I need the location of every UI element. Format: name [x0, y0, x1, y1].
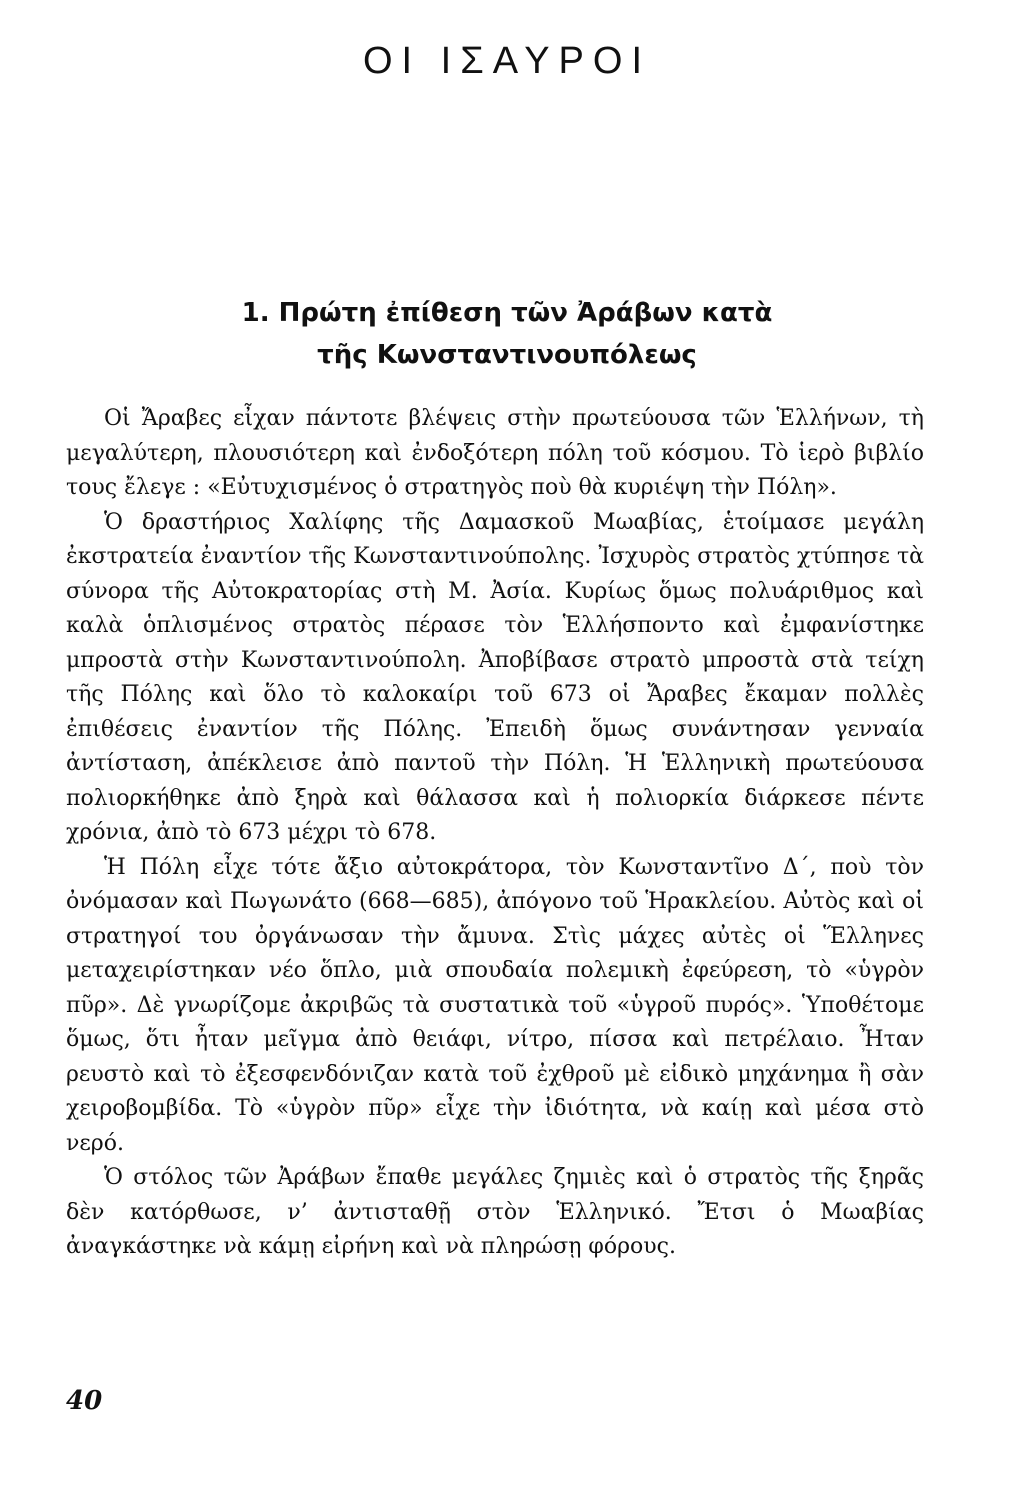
- chapter-title: ΟΙ ΙΣΑΥΡΟΙ: [362, 40, 652, 82]
- section-heading: [90, 292, 924, 376]
- section-heading-line-2: τῆς Κωνσταντινουπόλεως: [317, 340, 697, 370]
- paragraph-1: Οἱ Ἄραβες εἶχαν πάντοτε βλέψεις στὴν πρωτεύουσα τῶν Ἑλλήνων, τὴ μεγαλύτερη, πλουσιότερη καὶ ἐνδοξότερη πόλη τοῦ κόσμου. Τὸ ἱερὸ βιβλίο τους ἔλεγε : «Εὐτυχισμένος ὁ στρατηγὸς ποὺ θὰ κυριέψη τὴν Πόλη».: [66, 406, 924, 500]
- page-number: 40: [66, 1386, 103, 1416]
- body-text: [66, 402, 924, 1265]
- section-heading-line-1: 1. Πρώτη ἐπίθεση τῶν Ἀράβων κατὰ: [241, 298, 773, 328]
- paragraph-3: Ἡ Πόλη εἶχε τότε ἄξιο αὐτοκράτορα, τὸν Κωνσταντῖνο Δ΄, ποὺ τὸν ὀνόμασαν καὶ Πωγωνάτο (668—685), ἀπόγονο τοῦ Ἡρακλείου. Αὐτὸς καὶ οἱ στρατηγοί του ὀργάνωσαν τὴν ἄμυνα. Στὶς μάχες αὐτὲς οἱ Ἕλληνες μεταχειρίστηκαν νέο ὅπλο, μιὰ σπουδαία πολεμικὴ ἐφεύρεση, τὸ «ὑγρὸν πῦρ». Δὲ γνωρίζομε ἀκριβῶς τὰ συστατικὰ τοῦ «ὑγροῦ πυρός». Ὑποθέτομε ὅμως, ὅτι ἦταν μεῖγμα ἀπὸ θειάφι, νίτρο, πίσσα καὶ πετρέλαιο. Ἦταν ρευστὸ καὶ τὸ ἐξεσφενδόνιζαν κατὰ τοῦ ἐχθροῦ μὲ εἰδικὸ μηχάνημα ἢ σὰν χειροβομβίδα. Τὸ «ὑγρὸν πῦρ» εἶχε τὴν ἰδιότητα, νὰ καίῃ καὶ μέσα στὸ νερό.: [66, 854, 924, 1156]
- paragraph-2: Ὁ δραστήριος Χαλίφης τῆς Δαμασκοῦ Μωαβίας, ἑτοίμασε μεγάλη ἐκστρατεία ἐναντίον τῆς Κωνσταντινούπολης. Ἰσχυρὸς στρατὸς χτύπησε τὰ σύνορα τῆς Αὐτοκρατορίας στὴ Μ. Ἀσία. Κυρίως ὅμως πολυάριθμος καὶ καλὰ ὁπλισμένος στρατὸς πέρασε τὸν Ἑλλήσποντο καὶ ἐμφανίστηκε μπροστὰ στὴν Κωνσταντινούπολη. Ἀποβίβασε στρατὸ μπροστὰ στὰ τείχη τῆς Πόλης καὶ ὅλο τὸ καλοκαίρι τοῦ 673 οἱ Ἄραβες ἔκαμαν πολλὲς ἐπιθέσεις ἐναντίον τῆς Πόλης. Ἐπειδὴ ὅμως συνάντησαν γενναία ἀντίσταση, ἀπέκλεισε ἀπὸ παντοῦ τὴν Πόλη. Ἡ Ἑλληνικὴ πρωτεύουσα πολιορκήθηκε ἀπὸ ξηρὰ καὶ θάλασσα καὶ ἡ πολιορκία διάρκεσε πέντε χρόνια, ἀπὸ τὸ 673 μέχρι τὸ 678.: [66, 509, 924, 845]
- paragraph-4: Ὁ στόλος τῶν Ἀράβων ἔπαθε μεγάλες ζημιὲς καὶ ὁ στρατὸς τῆς ξηρᾶς δὲν κατόρθωσε, ν’ ἀντισταθῇ στὸν Ἑλληνικό. Ἔτσι ὁ Μωαβίας ἀναγκάστηκε νὰ κάμῃ εἰρήνη καὶ νὰ πληρώσῃ φόρους.: [66, 1165, 924, 1259]
